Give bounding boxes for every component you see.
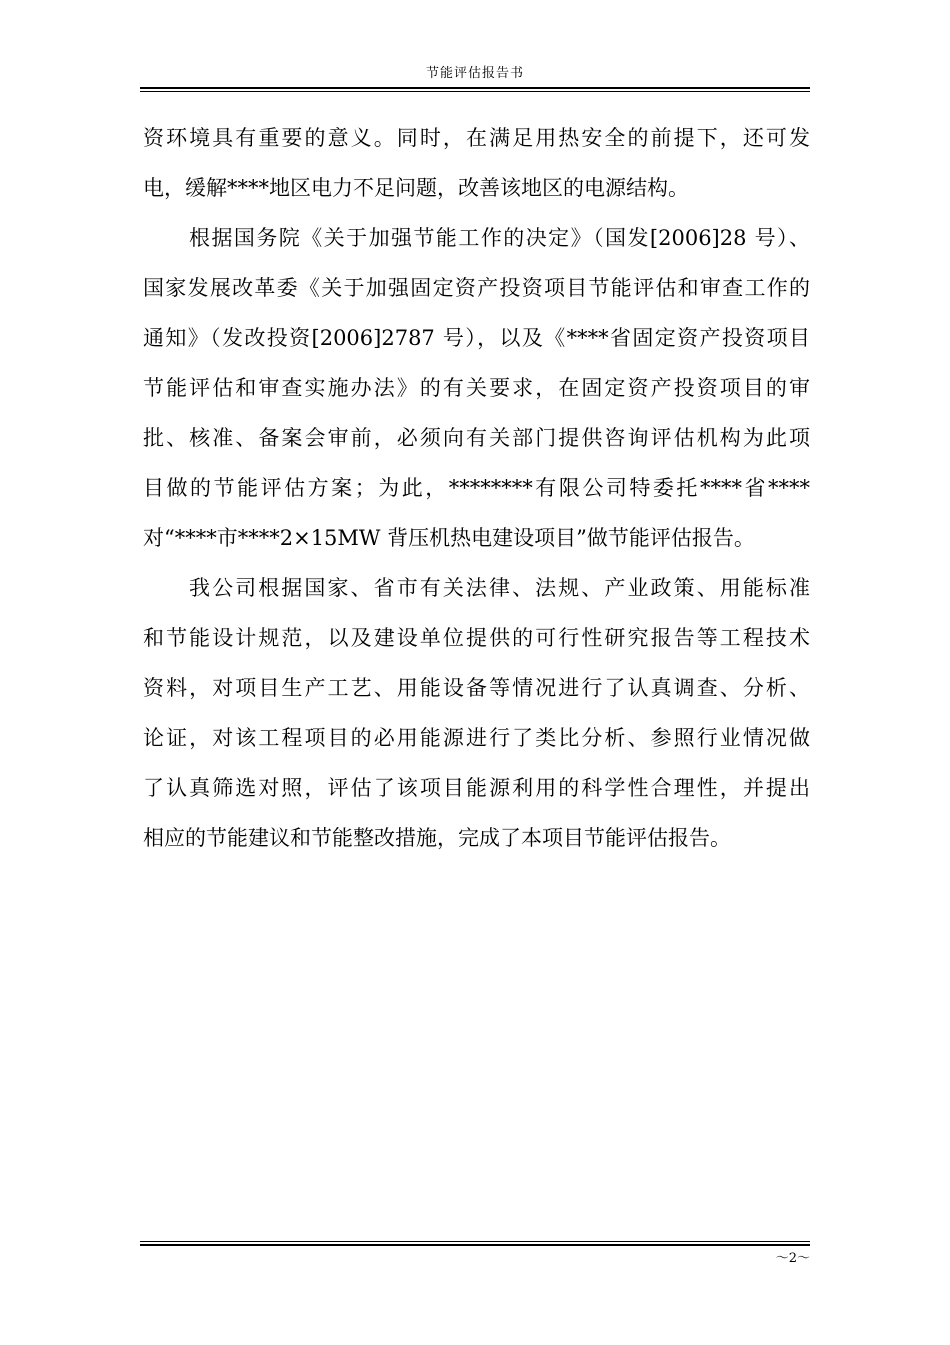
- text-line: 和节能设计规范，以及建设单位提供的可行性研究报告等工程技术: [143, 626, 810, 650]
- text-line: 根据国务院《关于加强节能工作的决定》（国发[2006]28 号）、: [189, 226, 810, 250]
- text-line: 节能评估和审查实施办法》的有关要求，在固定资产投资项目的审: [143, 376, 810, 400]
- text-line: 目做的节能评估方案；为此，********有限公司特委托****省****: [143, 476, 810, 500]
- text-line: 了认真筛选对照，评估了该项目能源利用的科学性合理性，并提出: [143, 776, 810, 800]
- header-title: 节能评估报告书: [425, 66, 524, 81]
- footer-rule-thin: [140, 1241, 810, 1242]
- text-line: 论证，对该工程项目的必用能源进行了类比分析、参照行业情况做: [143, 726, 810, 750]
- footer-rule-thick: [140, 1244, 810, 1246]
- text-line: 电，缓解****地区电力不足问题，改善该地区的电源结构。: [143, 176, 689, 200]
- page-number: ～2～: [775, 1251, 810, 1266]
- header-rule-thin: [140, 91, 810, 92]
- text-line: 资环境具有重要的意义。同时，在满足用热安全的前提下，还可发: [143, 126, 810, 150]
- paragraph: [143, 213, 810, 563]
- header-rule-thick: [140, 87, 810, 89]
- paragraph: [143, 113, 810, 213]
- paragraph: [143, 563, 810, 863]
- body-text: [143, 113, 810, 863]
- text-line: 批、核准、备案会审前，必须向有关部门提供咨询评估机构为此项: [143, 426, 810, 450]
- text-line: 资料，对项目生产工艺、用能设备等情况进行了认真调查、分析、: [143, 676, 810, 700]
- text-line: 对“****市****2×15MW 背压机热电建设项目”做节能评估报告。: [143, 526, 755, 550]
- text-line: 通知》（发改投资[2006]2787 号），以及《****省固定资产投资项目: [143, 326, 810, 350]
- text-line: 我公司根据国家、省市有关法律、法规、产业政策、用能标准: [189, 576, 810, 600]
- text-line: 国家发展改革委《关于加强固定资产投资项目节能评估和审查工作的: [143, 276, 810, 300]
- text-line: 相应的节能建议和节能整改措施，完成了本项目节能评估报告。: [143, 826, 731, 850]
